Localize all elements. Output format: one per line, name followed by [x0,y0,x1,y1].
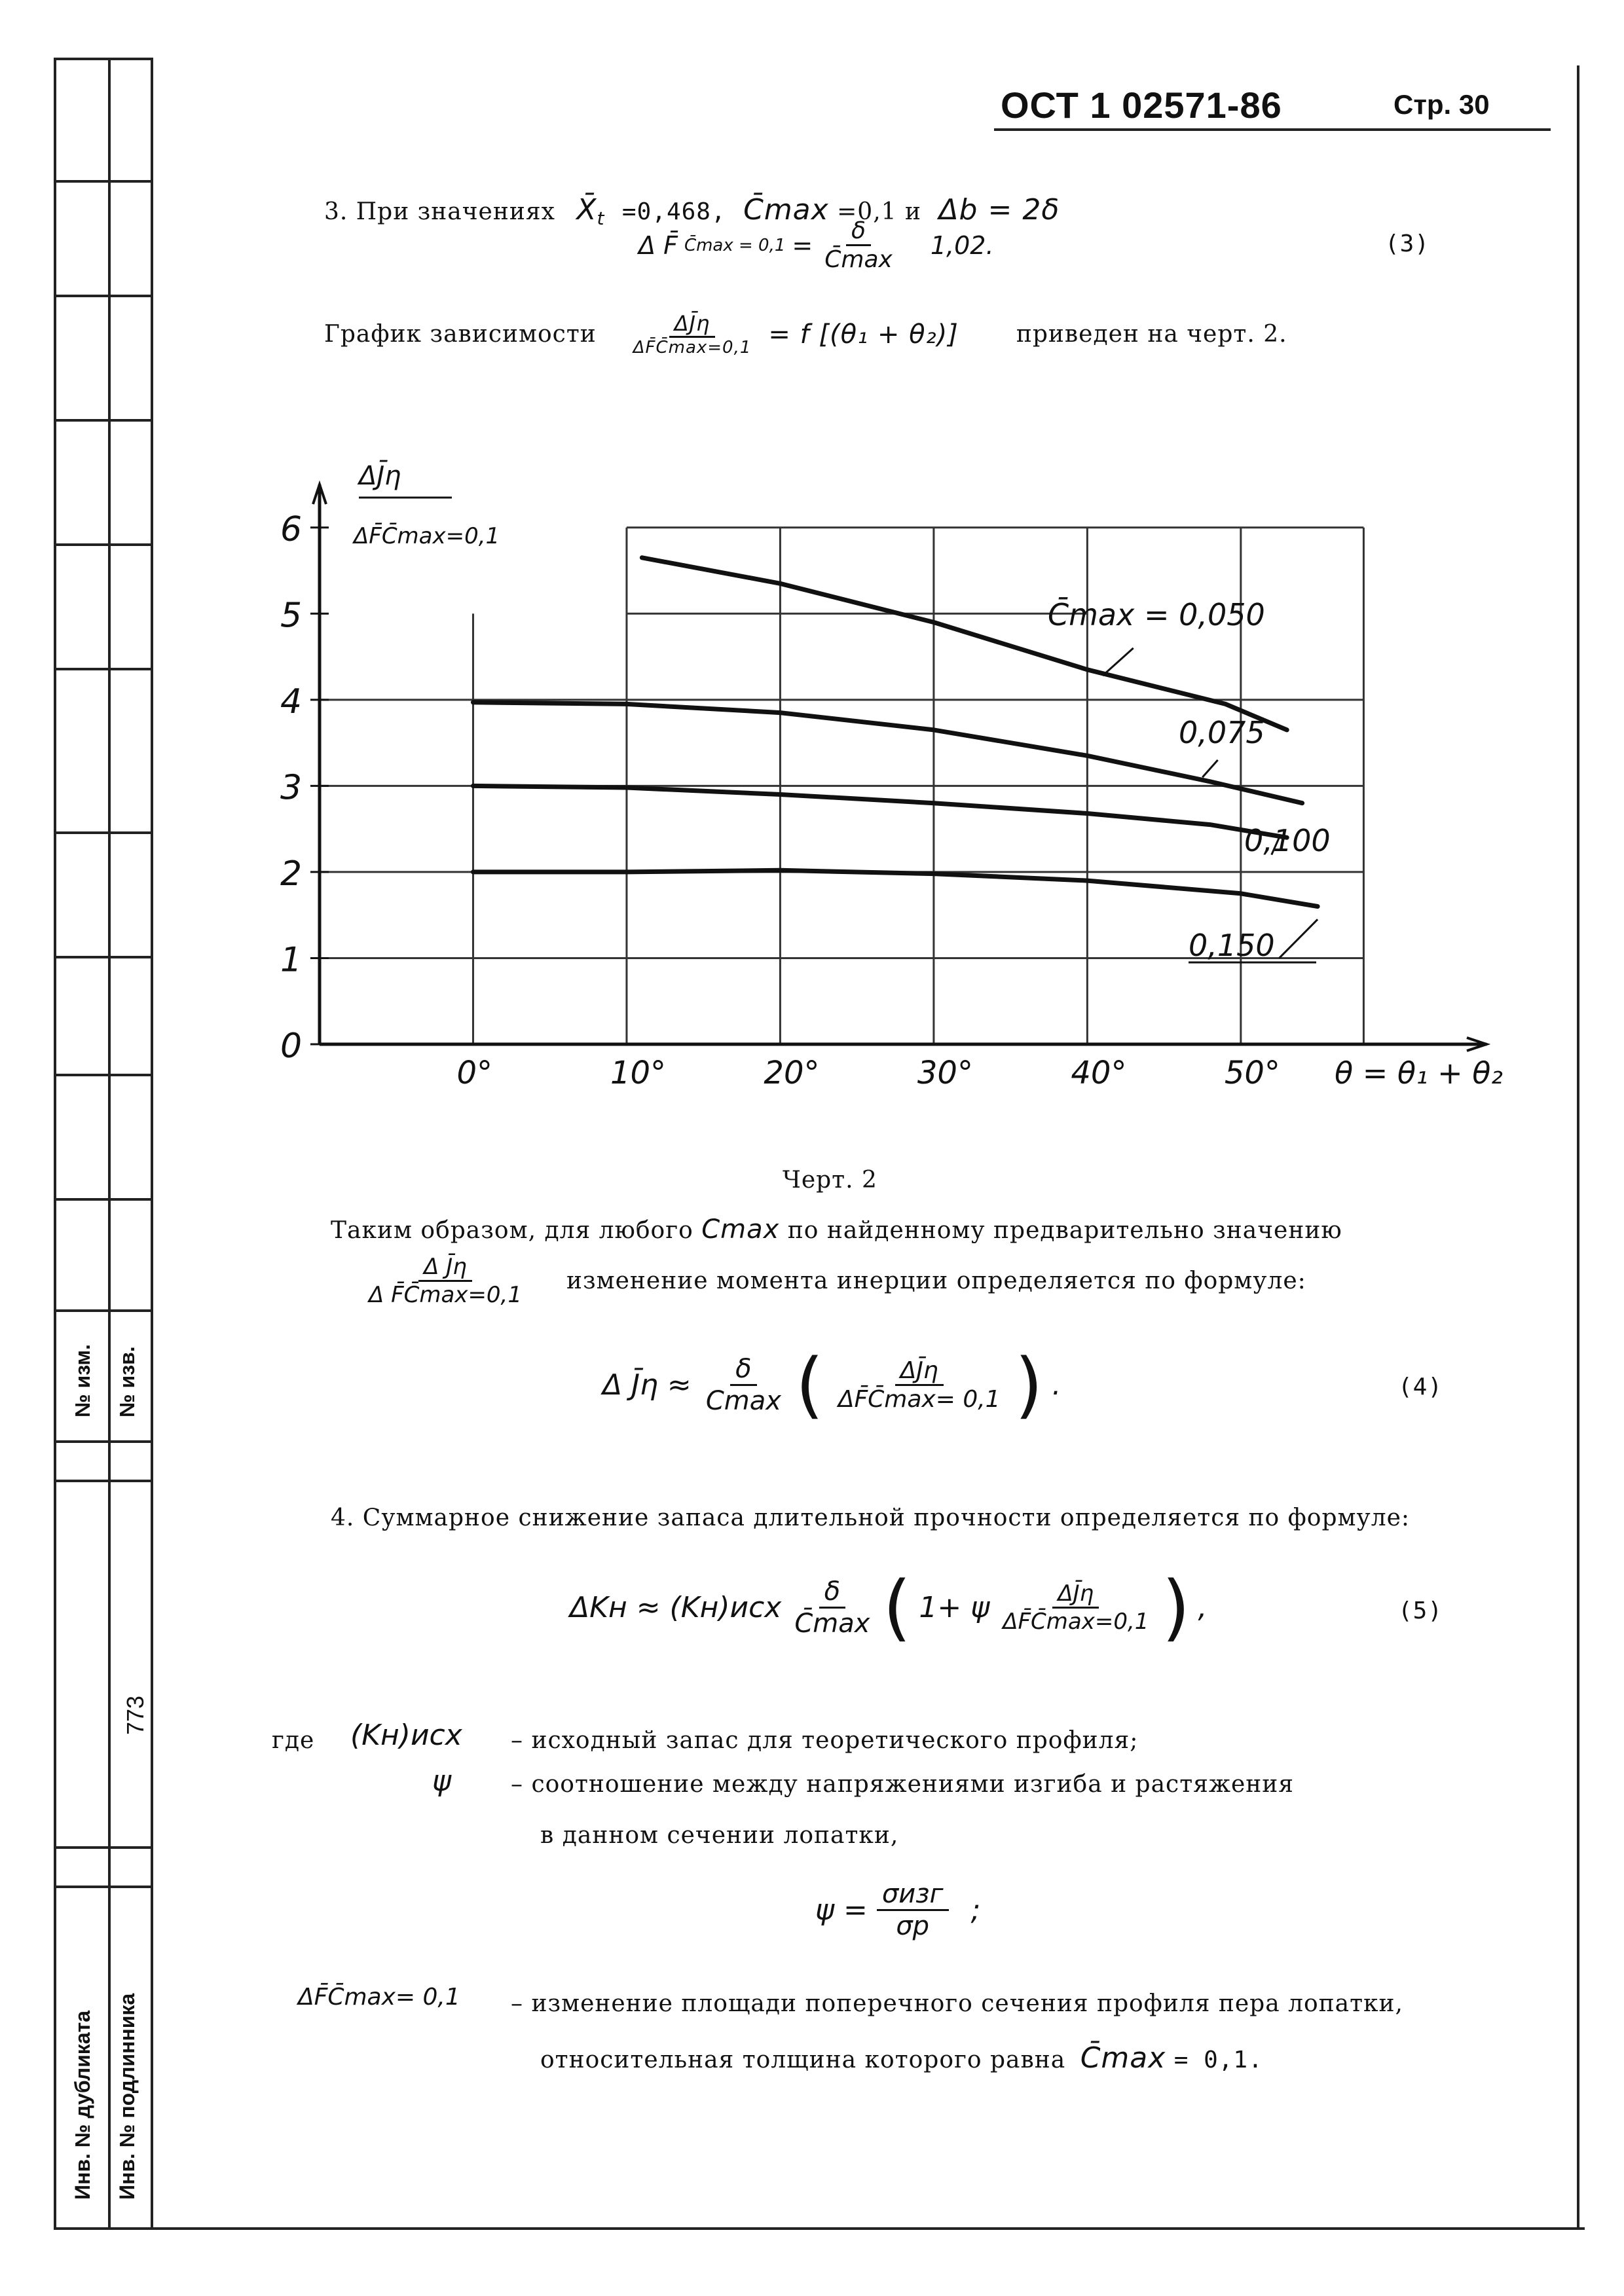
eq3-lhs: Δ F̄ [638,230,678,260]
x-tick-label: 30° [917,1055,973,1091]
eq4-number: (4) [1398,1374,1443,1400]
eq4-fraction [701,1354,786,1416]
series-leader-line [1202,760,1217,777]
eq4-num: δ [730,1354,756,1386]
graph-intro-tail: приведен на черт. 2. [1016,321,1287,348]
graph-intro-lead: График зависимости [324,321,597,348]
series-label: C̄max = 0,050 [1048,597,1265,632]
y-tick-label: 3 [280,768,303,808]
p4-text: 4. Суммарное снижение запаса длительной прочности определяется по формуле: [331,1504,1410,1531]
eq5-den: C̄max [794,1608,870,1639]
eq4-inner-num: ΔJ̄η [895,1357,944,1386]
p-thus-cmax: Cmax [701,1214,780,1245]
eq5-inner-num: ΔJ̄η [1052,1580,1099,1609]
defs-k-symbol: (Kн)исх [350,1719,462,1752]
equation-3 [638,217,994,273]
p-thus-text3: изменение момента инерции определяется по формуле: [566,1267,1306,1294]
defs-k-text: – исходный запас для теоретического профиля; [511,1727,1139,1754]
series-line [473,870,1318,906]
eq5-fraction [789,1576,875,1639]
series-line [642,558,1287,730]
stamp-izm: № изм. [71,1344,94,1417]
stamp-inv-podl: Инв. № подлинника [115,1993,139,2200]
eq4-close-paren: ) [1014,1343,1043,1427]
eq5-inner-fraction [997,1580,1154,1635]
stamp-row-line [54,180,152,183]
y-tick-label: 0 [280,1027,303,1066]
page-number: Стр. 30 [1393,89,1490,120]
chart-2 [0,406,1624,1192]
defs-psi-text1: – соотношение между напряжениями изгиба и растяжения [511,1771,1294,1798]
eq4-open-paren: ( [795,1343,824,1427]
psi-eq-lhs: ψ = [815,1893,868,1927]
equation-4 [602,1343,1061,1427]
stamp-row-line [54,1309,152,1312]
p3-db: Δb = 2δ [938,193,1060,227]
stamp-row-line [54,1440,152,1443]
eq4-lhs: Δ J̄η ≈ [602,1368,692,1402]
eq5-inner: 1+ ψ [919,1590,990,1624]
figure-caption: Черт. 2 [783,1167,877,1194]
x-tick-label: 20° [764,1055,820,1091]
defs-f-cmax: C̄max [1080,2041,1166,2075]
eq4-inner-fraction [833,1357,1006,1413]
defs-psi-text2: в данном сечении лопатки, [540,1822,899,1849]
eq3-equals: = [792,230,813,260]
p3-lead: 3. При значениях [324,198,555,225]
y-tick-label: 4 [280,682,303,721]
eq5-close-paren: ) [1162,1565,1190,1649]
eq5-tail: , [1198,1590,1208,1624]
p-thus-frac-num: Δ J̄η [418,1254,472,1282]
p3-val2: =0,1 и [837,198,921,225]
y-tick-label: 6 [280,509,303,549]
stamp-number: 773 [122,1695,149,1735]
p-thus-fraction [363,1254,527,1308]
stamp-row-line [54,1846,152,1849]
y-tick-label: 2 [280,854,303,894]
psi-fraction [877,1879,949,1941]
p-thus-line2 [363,1254,1306,1308]
document-title: ОСТ 1 02571-86 [1001,84,1282,126]
stamp-row-line [54,1198,152,1201]
eq3-tail: 1,02. [930,230,994,260]
x-tick-label: 0° [456,1055,493,1091]
stamp-izv: № изв. [115,1346,139,1417]
bottom-border [54,2227,1582,2230]
eq3-number: (3) [1385,230,1430,257]
x-tick-label: 50° [1224,1055,1280,1091]
eq3-lhs-sub: C̄max = 0,1 [684,235,786,255]
graph-intro-den: ΔF̄C̄max=0,1 [633,338,752,357]
defs-f-text1: – изменение площади поперечного сечения профиля пера лопатки, [511,1990,1403,2017]
top-border [54,58,152,60]
x-tick-label: 10° [610,1055,667,1091]
graph-intro [324,311,1287,357]
psi-equation [815,1879,980,1941]
eq3-den: C̄max [824,246,893,273]
eq3-fraction [819,217,898,273]
series-leader-line [1279,919,1318,958]
graph-intro-rhs: = f [(θ₁ + θ₂)] [768,319,959,350]
eq4-tail: . [1052,1368,1061,1402]
p3-xt: X̄ [576,193,597,227]
defs-where: где [272,1727,315,1754]
y-tick-label: 1 [280,940,303,980]
series-label: 0,150 [1189,928,1275,963]
y-axis-label-denominator: ΔF̄C̄max=0,1 [354,523,500,549]
defs-f-text2: относительная толщина которого равна [540,2047,1066,2073]
series-label: 0,100 [1244,823,1331,858]
chart-labels [352,460,1503,1091]
p3-xt-sub: t [597,208,605,230]
p-thus-text2: по найденному предварительно значению [787,1217,1342,1244]
psi-num: σизг [877,1879,949,1911]
psi-tail: ; [970,1893,981,1927]
stamp-row-line [54,1886,152,1888]
eq5-num: δ [819,1576,845,1609]
stamp-row-line [54,1480,152,1482]
eq3-num: δ [846,217,871,246]
y-axis-label-numerator: ΔJ̄η [359,461,401,491]
header-underline [994,128,1551,131]
y-tick-label: 5 [280,596,303,636]
eq5-open-paren: ( [883,1565,912,1649]
graph-intro-fraction [628,311,757,357]
eq5-number: (5) [1398,1597,1443,1624]
series-label: 0,075 [1179,715,1265,750]
stamp-inv-dubl: Инв. № дубликата [71,2010,94,2200]
eq5-lhs: ΔKн ≈ (Kн)исх [570,1590,782,1624]
defs-psi-symbol: ψ [432,1764,452,1798]
psi-den: σр [896,1911,930,1941]
stamp-row-line [54,295,152,297]
p-thus-frac-den: Δ F̄C̄max=0,1 [369,1282,522,1308]
eq4-den: Cmax [705,1385,781,1416]
x-axis-label: θ = θ₁ + θ₂ [1335,1055,1503,1091]
defs-f-line2 [540,2041,1263,2075]
series-leader-line [1103,648,1134,676]
equation-5 [570,1565,1208,1649]
series-line [473,786,1287,837]
defs-f-val: = 0,1. [1173,2047,1263,2073]
p-thus-line1 [331,1214,1342,1245]
graph-intro-num: ΔJ̄η [669,311,716,338]
x-tick-label: 40° [1071,1055,1127,1091]
p-thus-text1: Таким образом, для любого [331,1217,693,1244]
defs-f-symbol: ΔF̄C̄max= 0,1 [298,1984,460,2011]
eq5-inner-den: ΔF̄C̄max=0,1 [1003,1608,1149,1635]
p3-val1: =0,468, [621,198,726,225]
eq4-inner-den: ΔF̄C̄max= 0,1 [838,1385,1001,1413]
p3-cmax: C̄max [743,193,829,227]
chart-axes [313,484,1486,1051]
